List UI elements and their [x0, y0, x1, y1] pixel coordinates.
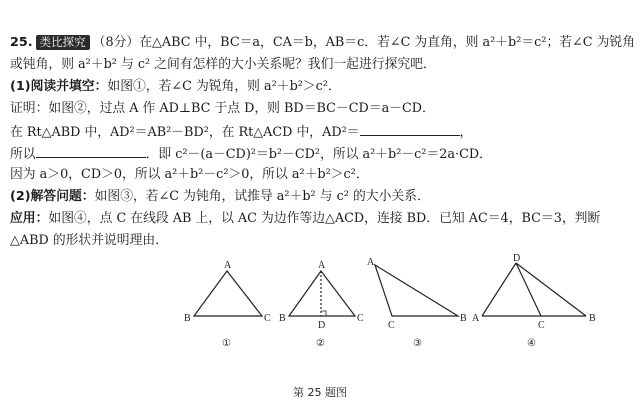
- question-stem-1: （8分）在△ABC 中，BC＝a，CA＝b，AB＝c．若∠C 为直角，则 a²＋b²＝c²；若∠C 为锐角: [92, 35, 636, 50]
- fig2-triangle: [289, 271, 355, 316]
- fig4-side-ad: [482, 263, 516, 316]
- figure-caption: 第 25 题图: [293, 386, 347, 399]
- part2-line: [10, 188, 430, 206]
- proof-line-3: [10, 144, 492, 164]
- fig2-label-d: D: [318, 320, 326, 331]
- fig4-segment-bd: [516, 263, 586, 316]
- fig3-label-c: C: [388, 320, 395, 331]
- application-line-1: [10, 210, 600, 228]
- fig1-number: ①: [222, 338, 231, 349]
- fig2-right-angle-mark: [321, 311, 326, 316]
- fig2-label-b: B: [279, 313, 286, 324]
- proof-text-2a: 在 Rt△ABD 中，AD²＝AB²－BD²，在 Rt△ACD 中，AD²＝: [10, 125, 360, 140]
- question-number: 25.: [10, 35, 33, 50]
- application-text-2: △ABD 的形状并说明理由．: [10, 233, 168, 248]
- question-line-1: [10, 34, 635, 52]
- application-text-1: 如图④，点 C 在线段 AB 上，以 AC 为边作等边△ACD，连接 BD．已知 AC＝4，BC＝3，判断: [48, 211, 601, 226]
- question-line-2: [10, 56, 436, 74]
- fig3-label-b: B: [460, 313, 467, 324]
- proof-line-2: [10, 122, 472, 142]
- part2-text: 如图③，若∠C 为钝角，试推导 a²＋b² 与 c² 的大小关系．: [94, 189, 430, 204]
- fig2-label-a: A: [318, 260, 326, 271]
- fig4-label-a: A: [472, 313, 480, 324]
- proof-text-1: 证明：如图②，过点 A 作 AD⊥BC 于点 D，则 BD＝BC－CD＝a－CD．: [10, 101, 435, 116]
- part2-heading: (2)解答问题：: [10, 189, 95, 204]
- fig2-number: ②: [316, 338, 325, 349]
- fig1-label-c: C: [264, 313, 271, 324]
- question-stem-2: 或钝角，则 a²＋b² 与 c² 之间有怎样的大小关系呢？我们一起进行探究吧．: [10, 57, 436, 72]
- question-tag: 类比探究: [36, 35, 90, 50]
- fig1-triangle: [194, 271, 262, 316]
- proof-line-4: [10, 166, 369, 184]
- answer-blank-1[interactable]: [360, 122, 460, 136]
- fig4-label-d: D: [513, 253, 521, 264]
- proof-text-2b: ，: [459, 125, 473, 140]
- fig4-label-b: B: [589, 313, 596, 324]
- fig1-label-a: A: [224, 260, 232, 271]
- fig2-label-c: C: [357, 313, 364, 324]
- fig4-label-c: C: [538, 320, 545, 331]
- fig4-number: ④: [527, 338, 536, 349]
- application-line-2: [10, 232, 168, 250]
- part1-heading: (1)阅读并填空：: [10, 79, 108, 94]
- fig3-label-a: A: [367, 257, 375, 268]
- part1-intro: 如图①，若∠C 为锐角，则 a²＋b²＞c²．: [107, 79, 341, 94]
- proof-line-1: [10, 100, 435, 118]
- part1-line: [10, 78, 341, 96]
- answer-blank-2[interactable]: [36, 144, 146, 158]
- proof-text-3a: 所以: [10, 147, 36, 162]
- application-heading: 应用：: [10, 211, 49, 226]
- proof-text-4: 因为 a＞0，CD＞0，所以 a²＋b²－c²＞0，所以 a²＋b²＞c²．: [10, 167, 369, 182]
- fig3-triangle: [375, 265, 458, 316]
- fig1-label-b: B: [184, 313, 191, 324]
- fig4-side-dc: [516, 263, 541, 316]
- proof-text-3b: ．即 c²－(a－CD)²＝b²－CD²，所以 a²＋b²－c²＝2a·CD．: [145, 147, 492, 162]
- figures: [0, 252, 640, 384]
- fig3-number: ③: [413, 338, 422, 349]
